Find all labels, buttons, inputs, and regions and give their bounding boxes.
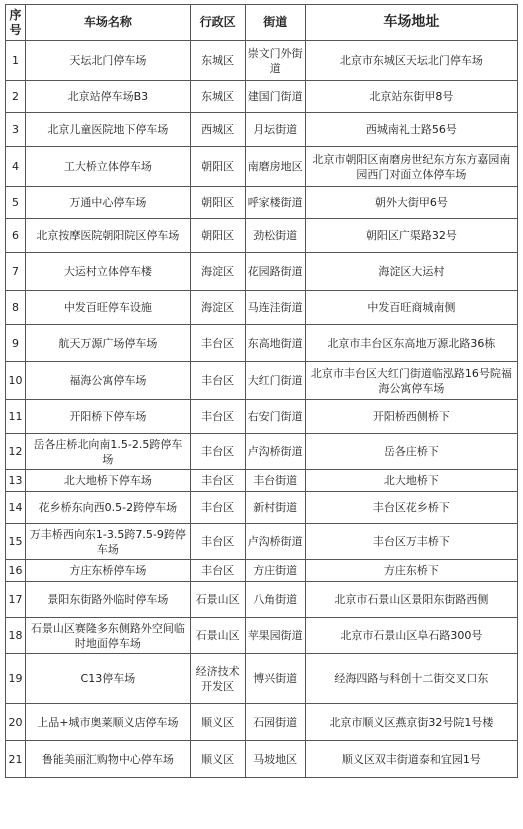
street: 大红门街道 bbox=[245, 362, 305, 400]
address: 开阳桥西侧桥下 bbox=[305, 400, 517, 434]
street: 右安门街道 bbox=[245, 400, 305, 434]
table-row bbox=[6, 618, 518, 654]
parking-name: 航天万源广场停车场 bbox=[26, 325, 191, 362]
street: 东高地街道 bbox=[245, 325, 305, 362]
parking-name: 工大桥立体停车场 bbox=[26, 147, 191, 187]
parking-name: 开阳桥下停车场 bbox=[26, 400, 191, 434]
table-row bbox=[6, 560, 518, 582]
table-row bbox=[6, 113, 518, 147]
address: 北京市朝阳区南磨房世纪东方东方嘉园南园西门对面立体停车场 bbox=[305, 147, 517, 187]
header-name: 车场名称 bbox=[26, 5, 191, 41]
row-index: 21 bbox=[6, 741, 26, 778]
district: 丰台区 bbox=[190, 362, 245, 400]
parking-name: 石景山区赛隆多东侧路外空间临时地面停车场 bbox=[26, 618, 191, 654]
table-row bbox=[6, 400, 518, 434]
table-row bbox=[6, 253, 518, 291]
district: 丰台区 bbox=[190, 524, 245, 560]
table-row bbox=[6, 81, 518, 113]
district: 经济技术开发区 bbox=[190, 654, 245, 704]
row-index: 10 bbox=[6, 362, 26, 400]
table-row bbox=[6, 704, 518, 741]
address: 北京市东城区天坛北门停车场 bbox=[305, 41, 517, 81]
address: 北京市顺义区燕京街32号院1号楼 bbox=[305, 704, 517, 741]
row-index: 6 bbox=[6, 219, 26, 253]
street: 花园路街道 bbox=[245, 253, 305, 291]
table-row bbox=[6, 187, 518, 219]
district: 东城区 bbox=[190, 81, 245, 113]
street: 石园街道 bbox=[245, 704, 305, 741]
table-row bbox=[6, 325, 518, 362]
district: 丰台区 bbox=[190, 325, 245, 362]
parking-name: 花乡桥东向西0.5-2跨停车场 bbox=[26, 492, 191, 524]
street: 马连洼街道 bbox=[245, 291, 305, 325]
table-row bbox=[6, 291, 518, 325]
address: 西城南礼士路56号 bbox=[305, 113, 517, 147]
street: 丰台街道 bbox=[245, 470, 305, 492]
row-index: 8 bbox=[6, 291, 26, 325]
address: 北京市丰台区大红门街道临泓路16号院福海公寓停车场 bbox=[305, 362, 517, 400]
row-index: 3 bbox=[6, 113, 26, 147]
row-index: 5 bbox=[6, 187, 26, 219]
header-district: 行政区 bbox=[190, 5, 245, 41]
address: 北京市石景山区阜石路300号 bbox=[305, 618, 517, 654]
address: 丰台区花乡桥下 bbox=[305, 492, 517, 524]
district: 朝阳区 bbox=[190, 187, 245, 219]
address: 方庄东桥下 bbox=[305, 560, 517, 582]
header-row bbox=[6, 5, 518, 41]
street: 月坛街道 bbox=[245, 113, 305, 147]
street: 方庄街道 bbox=[245, 560, 305, 582]
address: 北京站东街甲8号 bbox=[305, 81, 517, 113]
table-body bbox=[6, 41, 518, 778]
parking-name: 北大地桥下停车场 bbox=[26, 470, 191, 492]
table-row bbox=[6, 219, 518, 253]
district: 顺义区 bbox=[190, 741, 245, 778]
row-index: 7 bbox=[6, 253, 26, 291]
address: 顺义区双丰街道泰和宜园1号 bbox=[305, 741, 517, 778]
district: 顺义区 bbox=[190, 704, 245, 741]
table-row bbox=[6, 362, 518, 400]
table-row bbox=[6, 654, 518, 704]
table-row bbox=[6, 147, 518, 187]
table-row bbox=[6, 582, 518, 618]
row-index: 12 bbox=[6, 434, 26, 470]
parking-name: 中发百旺停车设施 bbox=[26, 291, 191, 325]
street: 八角街道 bbox=[245, 582, 305, 618]
street: 苹果园街道 bbox=[245, 618, 305, 654]
street: 南磨房地区 bbox=[245, 147, 305, 187]
district: 丰台区 bbox=[190, 434, 245, 470]
district: 丰台区 bbox=[190, 492, 245, 524]
row-index: 4 bbox=[6, 147, 26, 187]
header-address: 车场地址 bbox=[305, 5, 517, 41]
parking-lot-table bbox=[5, 4, 518, 778]
street: 卢沟桥街道 bbox=[245, 524, 305, 560]
table-row bbox=[6, 470, 518, 492]
district: 海淀区 bbox=[190, 253, 245, 291]
street: 崇文门外街道 bbox=[245, 41, 305, 81]
parking-name: 上品+城市奥莱顺义店停车场 bbox=[26, 704, 191, 741]
district: 丰台区 bbox=[190, 560, 245, 582]
district: 朝阳区 bbox=[190, 147, 245, 187]
parking-name: 万丰桥西向东1-3.5跨7.5-9跨停车场 bbox=[26, 524, 191, 560]
street: 卢沟桥街道 bbox=[245, 434, 305, 470]
parking-name: 方庄东桥停车场 bbox=[26, 560, 191, 582]
table-row bbox=[6, 434, 518, 470]
address: 中发百旺商城南侧 bbox=[305, 291, 517, 325]
row-index: 18 bbox=[6, 618, 26, 654]
street: 新村街道 bbox=[245, 492, 305, 524]
parking-name: 北京儿童医院地下停车场 bbox=[26, 113, 191, 147]
row-index: 1 bbox=[6, 41, 26, 81]
street: 博兴街道 bbox=[245, 654, 305, 704]
address: 经海四路与科创十二街交叉口东 bbox=[305, 654, 517, 704]
parking-name: 景阳东街路外临时停车场 bbox=[26, 582, 191, 618]
district: 东城区 bbox=[190, 41, 245, 81]
table-row bbox=[6, 741, 518, 778]
row-index: 17 bbox=[6, 582, 26, 618]
row-index: 14 bbox=[6, 492, 26, 524]
district: 西城区 bbox=[190, 113, 245, 147]
row-index: 20 bbox=[6, 704, 26, 741]
parking-name: 福海公寓停车场 bbox=[26, 362, 191, 400]
parking-name: 北京站停车场B3 bbox=[26, 81, 191, 113]
row-index: 2 bbox=[6, 81, 26, 113]
parking-name: 鲁能美丽汇购物中心停车场 bbox=[26, 741, 191, 778]
parking-name: 岳各庄桥北向南1.5-2.5跨停车场 bbox=[26, 434, 191, 470]
header-index: 序号 bbox=[6, 5, 26, 41]
address: 北京市石景山区景阳东街路西侧 bbox=[305, 582, 517, 618]
address: 丰台区万丰桥下 bbox=[305, 524, 517, 560]
parking-name: 天坛北门停车场 bbox=[26, 41, 191, 81]
table-row bbox=[6, 41, 518, 81]
street: 呼家楼街道 bbox=[245, 187, 305, 219]
table-row bbox=[6, 492, 518, 524]
row-index: 15 bbox=[6, 524, 26, 560]
parking-name: 北京按摩医院朝阳院区停车场 bbox=[26, 219, 191, 253]
address: 北大地桥下 bbox=[305, 470, 517, 492]
district: 丰台区 bbox=[190, 400, 245, 434]
row-index: 9 bbox=[6, 325, 26, 362]
parking-name: 万通中心停车场 bbox=[26, 187, 191, 219]
address: 北京市丰台区东高地万源北路36栋 bbox=[305, 325, 517, 362]
document bbox=[5, 4, 518, 778]
row-index: 16 bbox=[6, 560, 26, 582]
street: 建国门街道 bbox=[245, 81, 305, 113]
address: 岳各庄桥下 bbox=[305, 434, 517, 470]
row-index: 13 bbox=[6, 470, 26, 492]
district: 丰台区 bbox=[190, 470, 245, 492]
district: 海淀区 bbox=[190, 291, 245, 325]
row-index: 19 bbox=[6, 654, 26, 704]
district: 朝阳区 bbox=[190, 219, 245, 253]
street: 劲松街道 bbox=[245, 219, 305, 253]
parking-name: 大运村立体停车楼 bbox=[26, 253, 191, 291]
row-index: 11 bbox=[6, 400, 26, 434]
address: 朝阳区广渠路32号 bbox=[305, 219, 517, 253]
parking-name: C13停车场 bbox=[26, 654, 191, 704]
table-row bbox=[6, 524, 518, 560]
header-street: 街道 bbox=[245, 5, 305, 41]
street: 马坡地区 bbox=[245, 741, 305, 778]
district: 石景山区 bbox=[190, 582, 245, 618]
district: 石景山区 bbox=[190, 618, 245, 654]
address: 海淀区大运村 bbox=[305, 253, 517, 291]
address: 朝外大街甲6号 bbox=[305, 187, 517, 219]
